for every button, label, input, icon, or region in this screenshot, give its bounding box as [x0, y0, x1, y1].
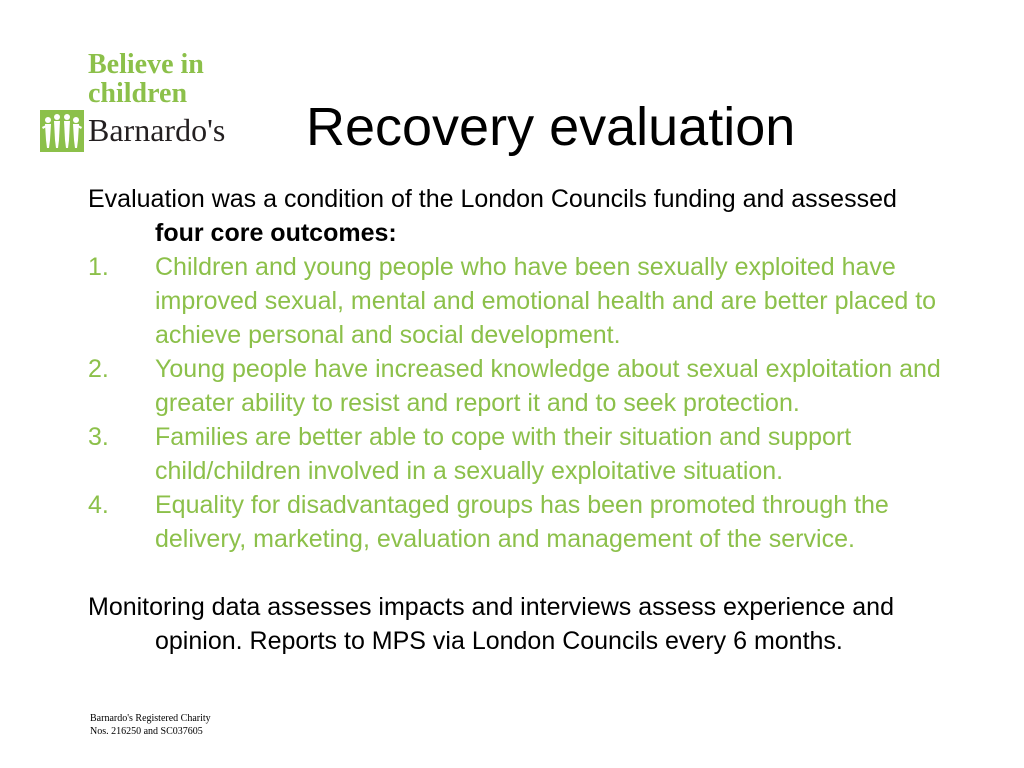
intro-text: Evaluation was a condition of the London Councils funding and assessed	[88, 185, 897, 213]
outcome-text: Equality for disadvantaged groups has been promoted through the delivery, marketing, evaluation and management of the service.	[155, 491, 889, 553]
logo-tagline-line1: Believe in	[88, 49, 204, 80]
outcome-text: Children and young people who have been sexually exploited have improved sexual, mental and emotional health and are better placed to achieve personal and social development.	[155, 253, 937, 349]
slide-body	[88, 182, 948, 658]
slide-title: Recovery evaluation	[306, 97, 796, 157]
paragraph-spacer	[88, 556, 948, 590]
charity-registration	[90, 712, 211, 738]
intro-paragraph	[88, 182, 948, 250]
intro-bold: four core outcomes:	[155, 219, 397, 247]
logo-tagline-line2: children	[88, 78, 188, 109]
logo-brand-name: Barnardo's	[88, 112, 226, 148]
outcome-number: 3.	[88, 423, 109, 451]
outcome-item-1	[88, 250, 948, 352]
outcomes-list	[88, 250, 948, 556]
charity-line-2: Nos. 216250 and SC037605	[90, 726, 203, 737]
outcome-text: Families are better able to cope with their situation and support child/children involved in a sexually exploitative situation.	[155, 423, 852, 485]
outcome-text: Young people have increased knowledge about sexual exploitation and greater ability to resist and report it and to seek protection.	[155, 355, 941, 417]
outcome-number: 4.	[88, 491, 109, 519]
outcome-item-3	[88, 420, 948, 488]
charity-line-1: Barnardo's Registered Charity	[90, 713, 211, 724]
outcome-item-4	[88, 488, 948, 556]
outcome-number: 2.	[88, 355, 109, 383]
monitoring-paragraph: Monitoring data assesses impacts and interviews assess experience and opinion. Reports to MPS via London Councils every 6 months.	[88, 593, 894, 655]
outcome-number: 1.	[88, 253, 109, 281]
children-figures-icon	[40, 110, 84, 152]
outcome-item-2	[88, 352, 948, 420]
